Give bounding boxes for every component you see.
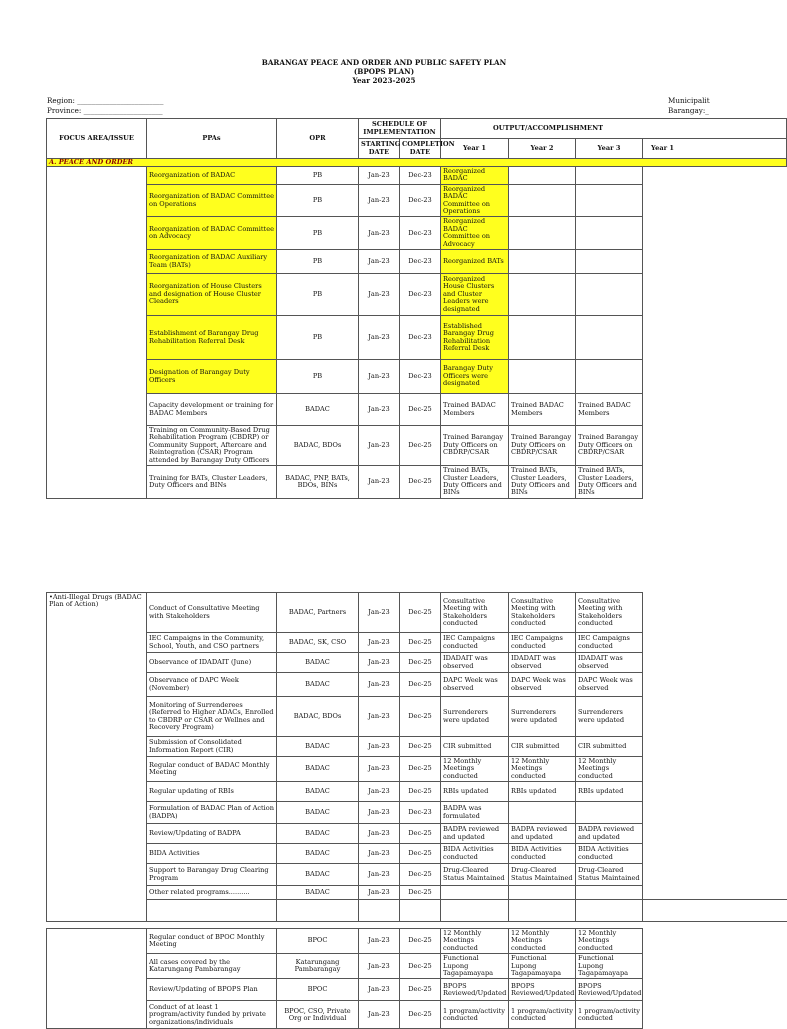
year2-output-cell: CIR submitted [509,737,576,757]
starting-date-cell: Jan-23 [359,593,400,633]
table-row [47,886,787,900]
opr-cell: PB [277,184,359,217]
opr-cell: BPOC [277,979,359,1001]
next-year1-output-cell [643,316,787,360]
year2-output-cell [509,274,576,316]
opr-cell: BADAC [277,394,359,426]
starting-date-cell: Jan-23 [359,757,400,782]
starting-date-cell: Jan-23 [359,316,400,360]
completion-date-cell: Dec-25 [400,824,441,844]
year2-output-cell [509,886,576,900]
year2-output-cell: IEC Campaigns conducted [509,633,576,653]
year3-output-cell: Trained Barangay Duty Officers on CBDRP/CSAR [576,426,643,466]
ppa-cell: Reorganization of BADAC Committee on Operations [147,184,277,217]
year1-output-cell: Reorganized BATs [441,250,509,274]
opr-cell: BADAC [277,737,359,757]
next-year1-output-cell [643,426,787,466]
table-row [47,217,787,250]
year1-output-cell: Functional Lupong Tagapamayapa [441,954,509,979]
year2-output-cell: Functional Lupong Tagapamayapa [509,954,576,979]
ppa-cell: Review/Updating of BADPA [147,824,277,844]
next-year1-output-cell [643,979,787,1001]
region-field: Region: ________________________ [47,96,164,105]
blank-cell [277,900,359,922]
table-row [47,697,787,737]
table-row [47,844,787,864]
next-year1-output-cell [643,757,787,782]
table-row [47,824,787,844]
year1-output-cell: 12 Monthly Meetings conducted [441,757,509,782]
starting-date-cell: Jan-23 [359,250,400,274]
ppa-cell: Observance of DAPC Week (November) [147,673,277,697]
completion-date-cell: Dec-23 [400,802,441,824]
focus-area-cell [47,929,147,1029]
year2-output-cell [509,802,576,824]
plan-table-peace-order [46,118,787,499]
ppa-cell: Observance of IDADAIT (June) [147,653,277,673]
table-row [47,466,787,499]
opr-cell: BADAC [277,824,359,844]
year3-output-cell: IEC Campaigns conducted [576,633,643,653]
year1-output-cell: DAPC Week was observed [441,673,509,697]
completion-date-cell: Dec-25 [400,844,441,864]
year3-output-cell: Functional Lupong Tagapamayapa [576,954,643,979]
year3-output-cell: Surrenderers were updated [576,697,643,737]
year2-output-cell: Trained BADAC Members [509,394,576,426]
opr-cell: BADAC, PNP, BATs, BDOs, BINs [277,466,359,499]
year2-output-cell [509,360,576,394]
ppa-cell: Designation of Barangay Duty Officers [147,360,277,394]
col-ppas: PPAs [147,119,277,159]
ppa-cell: Reorganization of BADAC Auxiliary Team (BATs) [147,250,277,274]
year1-output-cell: BADPA was formulated [441,802,509,824]
year3-output-cell [576,217,643,250]
next-year1-output-cell [643,274,787,316]
year1-output-cell: Surrenderers were updated [441,697,509,737]
year3-output-cell: Drug-Cleared Status Maintained [576,864,643,886]
focus-area-cell [47,167,147,499]
table-row [47,929,787,954]
table-row [47,426,787,466]
completion-date-cell: Dec-23 [400,360,441,394]
starting-date-cell: Jan-23 [359,844,400,864]
completion-date-cell: Dec-25 [400,426,441,466]
ppa-cell: Other related programs.......... [147,886,277,900]
starting-date-cell: Jan-23 [359,824,400,844]
year3-output-cell: BADPA reviewed and updated [576,824,643,844]
opr-cell: PB [277,274,359,316]
table-row [47,316,787,360]
completion-date-cell: Dec-25 [400,673,441,697]
year1-output-cell: IEC Campaigns conducted [441,633,509,653]
table-row [47,633,787,653]
year1-output-cell: BADPA reviewed and updated [441,824,509,844]
table-row [47,394,787,426]
year2-output-cell: 12 Monthly Meetings conducted [509,757,576,782]
year2-output-cell: BPOPS Reviewed/Updated [509,979,576,1001]
completion-date-cell: Dec-23 [400,167,441,185]
starting-date-cell: Jan-23 [359,979,400,1001]
year1-output-cell: Consultative Meeting with Stakeholders conducted [441,593,509,633]
next-year1-output-cell [643,250,787,274]
opr-cell: PB [277,360,359,394]
ppa-cell: Regular updating of RBIs [147,782,277,802]
opr-cell: PB [277,167,359,185]
table-row [47,954,787,979]
year2-output-cell [509,316,576,360]
starting-date-cell: Jan-23 [359,929,400,954]
year3-output-cell: IDADAIT was observed [576,653,643,673]
ppa-cell: Reorganization of BADAC [147,167,277,185]
table-row [47,593,787,633]
next-year1-output-cell [643,697,787,737]
document-title-line2: (BPOPS PLAN) [353,67,415,76]
opr-cell: BADAC [277,673,359,697]
opr-cell: BADAC [277,802,359,824]
table-row [47,737,787,757]
col-opr: OPR [277,119,359,159]
starting-date-cell: Jan-23 [359,653,400,673]
year3-output-cell: 12 Monthly Meetings conducted [576,929,643,954]
ppa-cell: BIDA Activities [147,844,277,864]
blank-cell [441,900,509,922]
year2-output-cell: Trained Barangay Duty Officers on CBDRP/CSAR [509,426,576,466]
year1-output-cell: Reorganized BADAC Committee on Advocacy [441,217,509,250]
opr-cell: PB [277,217,359,250]
completion-date-cell: Dec-25 [400,593,441,633]
opr-cell: BADAC, Partners [277,593,359,633]
next-year1-output-cell [643,1001,787,1029]
table-row [47,757,787,782]
ppa-cell: Formulation of BADAC Plan of Action (BADPA) [147,802,277,824]
blank-row [47,900,787,922]
starting-date-cell: Jan-23 [359,864,400,886]
starting-date-cell: Jan-23 [359,802,400,824]
year1-output-cell: 1 program/activity conducted [441,1001,509,1029]
year3-output-cell: CIR submitted [576,737,643,757]
year2-output-cell: BADPA reviewed and updated [509,824,576,844]
completion-date-cell: Dec-25 [400,979,441,1001]
ppa-cell: Conduct of Consultative Meeting with Stakeholders [147,593,277,633]
ppa-cell: IEC Campaigns in the Community, School, Youth, and CSO partners [147,633,277,653]
blank-cell [147,900,277,922]
col-year1: Year 1 [441,139,509,159]
section-peace-and-order: A. PEACE AND ORDER [47,159,787,167]
year2-output-cell: 1 program/activity conducted [509,1001,576,1029]
table-row [47,782,787,802]
starting-date-cell: Jan-23 [359,697,400,737]
next-year1-output-cell [643,217,787,250]
starting-date-cell: Jan-23 [359,466,400,499]
year1-output-cell: Trained BATs, Cluster Leaders, Duty Officers and BINs [441,466,509,499]
completion-date-cell: Dec-25 [400,653,441,673]
opr-cell: BPOC [277,929,359,954]
completion-date-cell: Dec-25 [400,864,441,886]
year1-output-cell: Trained Barangay Duty Officers on CBDRP/CSAR [441,426,509,466]
document-title-line1: BARANGAY PEACE AND ORDER AND PUBLIC SAFETY PLAN [261,58,507,67]
next-year1-output-cell [643,737,787,757]
completion-date-cell: Dec-25 [400,697,441,737]
plan-table-anti-illegal-drugs [46,592,787,922]
table-row [47,802,787,824]
ppa-cell: Reorganization of House Clusters and designation of House Cluster Cleaders [147,274,277,316]
completion-date-cell: Dec-25 [400,886,441,900]
starting-date-cell: Jan-23 [359,1001,400,1029]
col-output: OUTPUT/ACCOMPLISHMENT [441,119,787,139]
year3-output-cell: RBIs updated [576,782,643,802]
year3-output-cell: 12 Monthly Meetings conducted [576,757,643,782]
year3-output-cell: 1 program/activity conducted [576,1001,643,1029]
next-year1-output-cell [643,466,787,499]
next-year1-output-cell [643,864,787,886]
province-field: Province: ______________________ [47,106,163,115]
year3-output-cell [576,802,643,824]
blank-cell [576,900,643,922]
year3-output-cell [576,250,643,274]
next-year1-output-cell [643,954,787,979]
ppa-cell: Establishment of Barangay Drug Rehabilitation Referral Desk [147,316,277,360]
opr-cell: BADAC, SK, CSO [277,633,359,653]
starting-date-cell: Jan-23 [359,886,400,900]
year1-output-cell: RBIs updated [441,782,509,802]
table-row [47,653,787,673]
completion-date-cell: Dec-23 [400,217,441,250]
year1-output-cell: Reorganized BADAC [441,167,509,185]
opr-cell: BADAC [277,782,359,802]
year1-output-cell [441,886,509,900]
ppa-cell: Capacity development or training for BADAC Members [147,394,277,426]
year2-output-cell: 12 Monthly Meetings conducted [509,929,576,954]
municipality-field: Municipalit [668,96,710,105]
ppa-cell: Submission of Consolidated Information Report (CIR) [147,737,277,757]
next-year1-output-cell [643,653,787,673]
completion-date-cell: Dec-25 [400,954,441,979]
year3-output-cell: Consultative Meeting with Stakeholders conducted [576,593,643,633]
completion-date-cell: Dec-23 [400,250,441,274]
completion-date-cell: Dec-25 [400,929,441,954]
completion-date-cell: Dec-25 [400,466,441,499]
completion-date-cell: Dec-23 [400,184,441,217]
year1-output-cell: Reorganized BADAC Committee on Operations [441,184,509,217]
year2-output-cell: IDADAIT was observed [509,653,576,673]
next-year1-output-cell [643,184,787,217]
table-row [47,979,787,1001]
year1-output-cell: BIDA Activities conducted [441,844,509,864]
col-year3: Year 3 [576,139,643,159]
year2-output-cell: BIDA Activities conducted [509,844,576,864]
year2-output-cell [509,217,576,250]
next-year1-output-cell [643,394,787,426]
ppa-cell: Reorganization of BADAC Committee on Advocacy [147,217,277,250]
completion-date-cell: Dec-25 [400,394,441,426]
year3-output-cell [576,360,643,394]
col-year2: Year 2 [509,139,576,159]
document-title-line3: Year 2023-2025 [352,76,416,85]
year3-output-cell [576,886,643,900]
next-year1-output-cell [643,782,787,802]
opr-cell: BADAC [277,886,359,900]
opr-cell: PB [277,250,359,274]
starting-date-cell: Jan-23 [359,167,400,185]
blank-cell [400,900,441,922]
table-row [47,184,787,217]
next-year1-output-cell [643,633,787,653]
year2-output-cell: Trained BATs, Cluster Leaders, Duty Officers and BINs [509,466,576,499]
completion-date-cell: Dec-25 [400,737,441,757]
blank-cell [509,900,576,922]
year2-output-cell: Drug-Cleared Status Maintained [509,864,576,886]
col-completion-date: COMPLETION DATE [400,139,441,159]
completion-date-cell: Dec-25 [400,633,441,653]
next-year1-output-cell [643,673,787,697]
opr-cell: PB [277,316,359,360]
completion-date-cell: Dec-23 [400,316,441,360]
table-row [47,360,787,394]
year3-output-cell [576,167,643,185]
blank-cell [359,900,400,922]
year2-output-cell [509,184,576,217]
col-year1-next: Year 1 [643,139,787,159]
year1-output-cell: 12 Monthly Meetings conducted [441,929,509,954]
table-row [47,864,787,886]
starting-date-cell: Jan-23 [359,184,400,217]
year3-output-cell: DAPC Week was observed [576,673,643,697]
year1-output-cell: Drug-Cleared Status Maintained [441,864,509,886]
opr-cell: BADAC, BDOs [277,697,359,737]
completion-date-cell: Dec-23 [400,274,441,316]
table-row [47,274,787,316]
next-year1-output-cell [643,886,787,900]
plan-table-bpoc [46,928,787,1029]
col-focus-area: FOCUS AREA/ISSUE [47,119,147,159]
col-schedule: SCHEDULE OF IMPLEMENTATION [359,119,441,139]
starting-date-cell: Jan-23 [359,394,400,426]
year3-output-cell [576,274,643,316]
ppa-cell: Monitoring of Surrenderees (Referred to Higher ADACs, Enrolled to CBDRP or CSAR or Wellnes and Recovery Program) [147,697,277,737]
ppa-cell: Regular conduct of BADAC Monthly Meeting [147,757,277,782]
year1-output-cell: BPOPS Reviewed/Updated [441,979,509,1001]
year1-output-cell: Reorganized House Clusters and Cluster Leaders were designated [441,274,509,316]
opr-cell: BADAC [277,844,359,864]
ppa-cell: Review/Updating of BPOPS Plan [147,979,277,1001]
next-year1-output-cell [643,360,787,394]
table-row [47,673,787,697]
starting-date-cell: Jan-23 [359,954,400,979]
year1-output-cell: CIR submitted [441,737,509,757]
completion-date-cell: Dec-25 [400,757,441,782]
year3-output-cell [576,184,643,217]
next-year1-output-cell [643,593,787,633]
ppa-cell: Training for BATs, Cluster Leaders, Duty Officers and BINs [147,466,277,499]
opr-cell: BPOC, CSO, Private Org or Individual [277,1001,359,1029]
completion-date-cell: Dec-25 [400,782,441,802]
year2-output-cell: Surrenderers were updated [509,697,576,737]
completion-date-cell: Dec-25 [400,1001,441,1029]
year1-output-cell: IDADAIT was observed [441,653,509,673]
focus-area-cell: •Anti-Illegal Drugs (BADAC Plan of Action) [47,593,147,922]
table-row [47,250,787,274]
ppa-cell: Training on Community-Based Drug Rehabilitation Program (CBDRP) or Community Support, Aftercare and Reintegration (CSAR) Program attended by Barangay Duty Officers [147,426,277,466]
next-year1-output-cell [643,929,787,954]
next-year1-output-cell [643,802,787,824]
col-starting-date: STARTING DATE [359,139,400,159]
year3-output-cell: BPOPS Reviewed/Updated [576,979,643,1001]
barangay-field: Barangay:_ [668,106,709,115]
ppa-cell: Conduct of at least 1 program/activity funded by private organizations/individuals [147,1001,277,1029]
table-row [47,1001,787,1029]
ppa-cell: Regular conduct of BPOC Monthly Meeting [147,929,277,954]
table-row [47,167,787,185]
starting-date-cell: Jan-23 [359,633,400,653]
opr-cell: BADAC [277,757,359,782]
starting-date-cell: Jan-23 [359,217,400,250]
year1-output-cell: Established Barangay Drug Rehabilitation Referral Desk [441,316,509,360]
year2-output-cell [509,250,576,274]
starting-date-cell: Jan-23 [359,360,400,394]
next-year1-output-cell [643,844,787,864]
year1-output-cell: Barangay Duty Officers were designated [441,360,509,394]
year3-output-cell: Trained BADAC Members [576,394,643,426]
year2-output-cell [509,167,576,185]
year3-output-cell: Trained BATs, Cluster Leaders, Duty Officers and BINs [576,466,643,499]
ppa-cell: Support to Barangay Drug Clearing Program [147,864,277,886]
blank-cell [643,900,787,922]
starting-date-cell: Jan-23 [359,782,400,802]
year2-output-cell: Consultative Meeting with Stakeholders conducted [509,593,576,633]
year1-output-cell: Trained BADAC Members [441,394,509,426]
year3-output-cell [576,316,643,360]
opr-cell: BADAC [277,864,359,886]
year2-output-cell: DAPC Week was observed [509,673,576,697]
opr-cell: BADAC [277,653,359,673]
year3-output-cell: BIDA Activities conducted [576,844,643,864]
year2-output-cell: RBIs updated [509,782,576,802]
starting-date-cell: Jan-23 [359,673,400,697]
next-year1-output-cell [643,824,787,844]
ppa-cell: All cases covered by the Katarungang Pambarangay [147,954,277,979]
starting-date-cell: Jan-23 [359,737,400,757]
next-year1-output-cell [643,167,787,185]
starting-date-cell: Jan-23 [359,426,400,466]
starting-date-cell: Jan-23 [359,274,400,316]
opr-cell: Katarungang Pambarangay [277,954,359,979]
opr-cell: BADAC, BDOs [277,426,359,466]
